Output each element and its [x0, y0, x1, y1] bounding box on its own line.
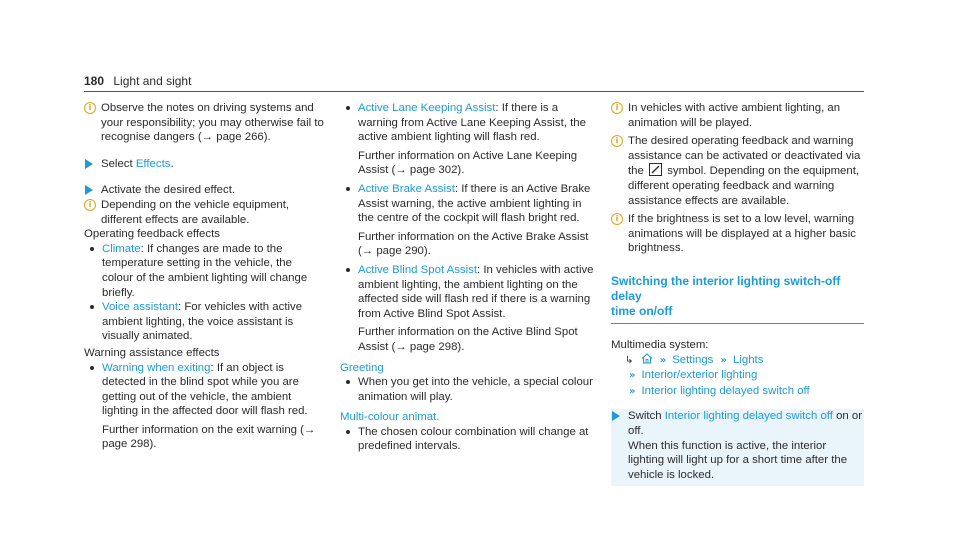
chevron-icon: »: [629, 385, 636, 397]
climate-link[interactable]: Climate: [102, 242, 141, 255]
nav-path-line-3: [611, 384, 864, 400]
step-arrow-icon: [612, 411, 620, 421]
step-arrow-icon: [85, 159, 93, 169]
nav-delayed-switch-off[interactable]: Interior lighting delayed switch off: [641, 384, 810, 397]
step-activate-effect: Activate the desired effect.: [84, 183, 324, 198]
list-item-greeting: When you get into the vehicle, a special colour animation will play.: [340, 375, 596, 404]
delayed-switch-off-option[interactable]: Interior lighting delayed switch off: [664, 410, 833, 423]
brake-assist-ref: Further information on the Active Brake Assist (→ page 290).: [358, 230, 589, 258]
list-item-climate: Climate: If changes are made to the temperature setting in the vehicle, the colour of the ambient lighting will change briefly.: [84, 242, 324, 300]
lane-keeping-link[interactable]: Active Lane Keeping Assist: [358, 102, 496, 114]
note-feedback-toggle: i The desired operating feedback and warning assistance can be activated or deactivated via the symbol. Depending on the equipment, different operating feedback and warning assistance effects are available.: [611, 134, 864, 208]
column-3: [611, 101, 864, 486]
nav-interior-exterior[interactable]: Interior/exterior lighting: [641, 369, 758, 382]
info-icon: i: [611, 135, 623, 147]
nav-path-line-1: [611, 353, 864, 369]
note-equipment: i Depending on the vehicle equipment, different effects are available.: [84, 198, 324, 227]
blind-spot-link[interactable]: Active Blind Spot Assist: [358, 263, 478, 276]
nav-lights[interactable]: Lights: [733, 353, 764, 366]
info-icon: i: [611, 213, 623, 225]
page-number: 180: [84, 74, 105, 88]
voice-assistant-link[interactable]: Voice assistant: [102, 301, 178, 314]
greeting-heading: Greeting: [340, 361, 384, 374]
note-driving-systems: i Observe the notes on driving systems and your responsibility; you may otherwise fail to recognise dangers (→ page 266).: [84, 101, 324, 145]
section-title: Switching the interior lighting switch-off delay time on/off: [611, 274, 864, 324]
header-rule: [84, 91, 864, 92]
chevron-icon: »: [629, 370, 636, 382]
info-icon: i: [611, 102, 623, 114]
exit-warning-ref: Further information on the exit warning (→ page 298).: [102, 423, 316, 451]
step-switch-delay: Switch Interior lighting delayed switch off on or off. When this function is active, the interior lighting will light up for a short time after the vehicle is locked.: [611, 409, 864, 486]
home-icon[interactable]: [641, 353, 653, 364]
pen-icon: [649, 163, 662, 176]
chevron-icon: »: [659, 354, 667, 366]
warning-heading: Warning assistance effects: [84, 346, 220, 359]
list-item-voice-assistant: Voice assistant: For vehicles with active ambient lighting, the voice assistant is visually animated.: [84, 300, 324, 344]
column-2: [340, 101, 596, 454]
list-item-lane-keeping: Active Lane Keeping Assist: If there is a warning from Active Lane Keeping Assist, the active ambient lighting will flash red.: [340, 101, 596, 145]
column-1: [84, 101, 324, 452]
brake-assist-link[interactable]: Active Brake Assist: [358, 182, 455, 195]
feedback-heading: Operating feedback effects: [84, 228, 220, 241]
note-animation: i In vehicles with active ambient lighting, an animation will be played.: [611, 101, 864, 130]
step-arrow-icon: [85, 185, 93, 195]
section-title-rule: [611, 323, 864, 324]
info-icon: i: [84, 199, 96, 211]
list-item-blind-spot: Active Blind Spot Assist: In vehicles with active ambient lighting, the ambient lighting on the affected side will flash red if there is a warning from Active Blind Spot Assist.: [340, 263, 596, 321]
blind-spot-ref: Further information on the Active Blind Spot Assist (→ page 298).: [358, 326, 578, 353]
step-explanation: When this function is active, the interior lighting will light up for a short time after the vehicle is locked.: [628, 439, 848, 481]
info-icon: i: [84, 102, 96, 114]
chevron-icon: »: [720, 354, 728, 366]
list-item-multicolour: The chosen colour combination will change at predefined intervals.: [340, 425, 596, 454]
note-brightness: i If the brightness is set to a low level, warning animations will be displayed at a higher basic brightness.: [611, 212, 864, 256]
multicolour-heading: Multi-colour animat.: [340, 411, 440, 424]
effects-menu-link[interactable]: Effects: [135, 157, 171, 170]
return-arrow-icon: ↳: [625, 354, 634, 366]
section-name: Light and sight: [113, 74, 192, 88]
list-item-brake-assist: Active Brake Assist: If there is an Active Brake Assist warning, the active ambient lighting in the centre of the cockpit will flash bright red.: [340, 182, 596, 226]
list-item-warning-exiting: Warning when exiting: If an object is detected in the blind spot while you are getting out of the vehicle, the ambient lighting in the affected door will flash red.: [84, 361, 324, 419]
nav-path-line-2: [611, 368, 864, 384]
step-select-effects: Select Effects.: [84, 157, 324, 172]
nav-settings[interactable]: Settings: [672, 353, 714, 366]
system-label: Multimedia system:: [611, 338, 709, 351]
lane-keeping-ref: Further information on Active Lane Keeping Assist (→ page 302).: [358, 149, 578, 177]
page-header: [84, 74, 191, 88]
warning-exiting-link[interactable]: Warning when exiting: [102, 361, 211, 374]
